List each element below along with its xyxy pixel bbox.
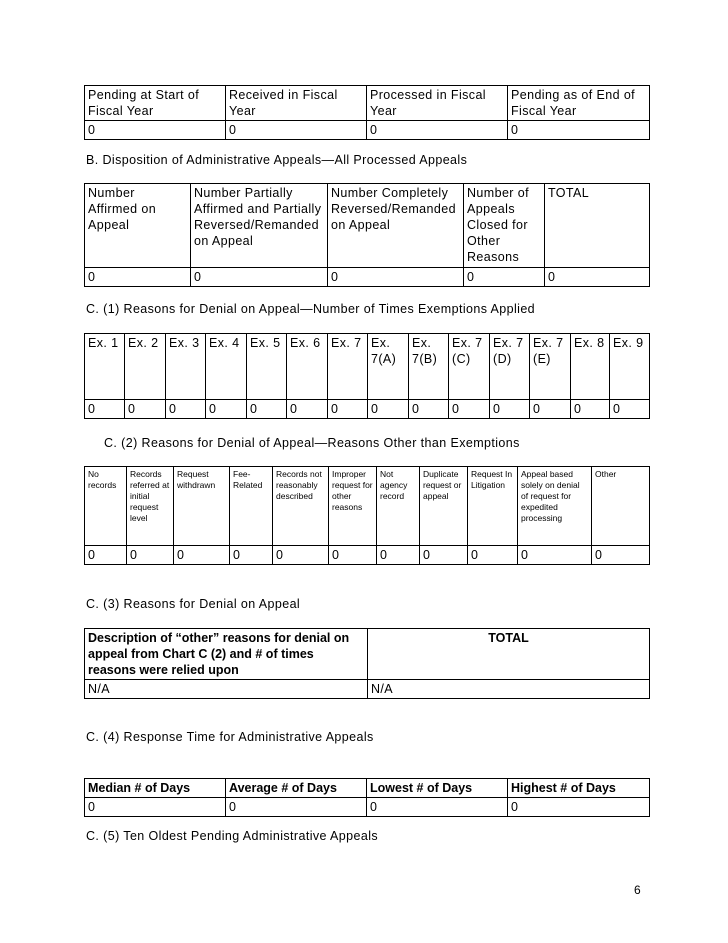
- disposition-table: [84, 183, 650, 287]
- header-cell: Number of Appeals Closed for Other Reasons: [464, 184, 545, 268]
- value-cell: 0: [367, 798, 508, 817]
- page-number: 6: [634, 883, 641, 897]
- value-cell: 0: [368, 400, 409, 419]
- header-cell: TOTAL: [545, 184, 650, 268]
- value-cell: 0: [329, 546, 377, 565]
- value-cell: 0: [125, 400, 166, 419]
- header-cell-description: Description of “other” reasons for denial on appeal from Chart C (2) and # of times reasons were relied upon: [85, 629, 368, 680]
- header-cell: Ex. 7(B): [409, 334, 449, 400]
- header-cell: Ex. 7 (C): [449, 334, 490, 400]
- section-c4-title: C. (4) Response Time for Administrative Appeals: [86, 730, 374, 744]
- value-cell: 0: [226, 121, 367, 140]
- value-cell: 0: [508, 121, 650, 140]
- header-cell: Pending at Start of Fiscal Year: [85, 86, 226, 121]
- header-cell: Median # of Days: [85, 779, 226, 798]
- value-cell: 0: [247, 400, 287, 419]
- header-cell: Ex. 7(A): [368, 334, 409, 400]
- header-cell: Number Affirmed on Appeal: [85, 184, 191, 268]
- value-cell: 0: [449, 400, 490, 419]
- header-cell: Lowest # of Days: [367, 779, 508, 798]
- table-header-row: [85, 334, 650, 400]
- value-cell: 0: [85, 121, 226, 140]
- value-cell: N/A: [368, 680, 650, 699]
- exemptions-table: [84, 333, 650, 419]
- header-cell: Not agency record: [377, 467, 420, 546]
- table-row: [85, 798, 650, 817]
- value-cell: 0: [545, 268, 650, 287]
- value-cell: 0: [571, 400, 610, 419]
- value-cell: 0: [85, 268, 191, 287]
- value-cell: 0: [206, 400, 247, 419]
- table-row: [85, 121, 650, 140]
- value-cell: 0: [508, 798, 650, 817]
- table-row: [85, 546, 650, 565]
- other-reasons-table: [84, 466, 650, 565]
- value-cell: N/A: [85, 680, 368, 699]
- header-cell: Received in Fiscal Year: [226, 86, 367, 121]
- header-cell: Ex. 7 (E): [530, 334, 571, 400]
- section-c5-title: C. (5) Ten Oldest Pending Administrative Appeals: [86, 829, 379, 843]
- header-cell: Average # of Days: [226, 779, 367, 798]
- header-cell-total: TOTAL: [368, 629, 650, 680]
- value-cell: 0: [85, 798, 226, 817]
- table-row: [85, 400, 650, 419]
- value-cell: 0: [127, 546, 174, 565]
- header-cell: Appeal based solely on denial of request for expedited processing: [518, 467, 592, 546]
- value-cell: 0: [420, 546, 468, 565]
- header-cell: Ex. 5: [247, 334, 287, 400]
- section-c1-title: C. (1) Reasons for Denial on Appeal—Number of Times Exemptions Applied: [86, 302, 536, 316]
- header-cell: Request withdrawn: [174, 467, 230, 546]
- value-cell: 0: [367, 121, 508, 140]
- header-cell: Number Completely Reversed/Remanded on Appeal: [328, 184, 464, 268]
- header-cell: Records not reasonably described: [273, 467, 329, 546]
- header-cell: Other: [592, 467, 650, 546]
- table-header-row: [85, 467, 650, 546]
- value-cell: 0: [230, 546, 273, 565]
- header-cell: Ex. 9: [610, 334, 650, 400]
- section-c3-title: C. (3) Reasons for Denial on Appeal: [86, 597, 301, 611]
- table-header-row: [85, 779, 650, 798]
- header-cell: Improper request for other reasons: [329, 467, 377, 546]
- value-cell: 0: [530, 400, 571, 419]
- header-cell: Ex. 2: [125, 334, 166, 400]
- header-cell: Highest # of Days: [508, 779, 650, 798]
- header-cell: Number Partially Affirmed and Partially Reversed/Remanded on Appeal: [191, 184, 328, 268]
- header-cell: Processed in Fiscal Year: [367, 86, 508, 121]
- denial-reasons-table: [84, 628, 650, 699]
- value-cell: 0: [518, 546, 592, 565]
- header-cell: Ex. 6: [287, 334, 328, 400]
- header-cell: Ex. 7 (D): [490, 334, 530, 400]
- value-cell: 0: [85, 546, 127, 565]
- value-cell: 0: [592, 546, 650, 565]
- header-cell: Records referred at initial request level: [127, 467, 174, 546]
- value-cell: 0: [191, 268, 328, 287]
- value-cell: 0: [464, 268, 545, 287]
- value-cell: 0: [409, 400, 449, 419]
- value-cell: 0: [610, 400, 650, 419]
- value-cell: 0: [85, 400, 125, 419]
- appeals-summary-table: [84, 85, 650, 140]
- header-cell: Ex. 4: [206, 334, 247, 400]
- header-cell: Ex. 7: [328, 334, 368, 400]
- header-cell: Ex. 1: [85, 334, 125, 400]
- header-cell: Ex. 8: [571, 334, 610, 400]
- value-cell: 0: [468, 546, 518, 565]
- table-header-row: [85, 184, 650, 268]
- header-cell: Ex. 3: [166, 334, 206, 400]
- header-cell: Fee-Related: [230, 467, 273, 546]
- header-cell: No records: [85, 467, 127, 546]
- value-cell: 0: [287, 400, 328, 419]
- value-cell: 0: [273, 546, 329, 565]
- value-cell: 0: [174, 546, 230, 565]
- response-time-table: [84, 778, 650, 817]
- value-cell: 0: [226, 798, 367, 817]
- header-cell: Pending as of End of Fiscal Year: [508, 86, 650, 121]
- section-c2-title: C. (2) Reasons for Denial of Appeal—Reasons Other than Exemptions: [104, 436, 520, 450]
- value-cell: 0: [490, 400, 530, 419]
- section-b-title: B. Disposition of Administrative Appeals—All Processed Appeals: [86, 153, 468, 167]
- value-cell: 0: [166, 400, 206, 419]
- table-row: [85, 268, 650, 287]
- value-cell: 0: [377, 546, 420, 565]
- value-cell: 0: [328, 400, 368, 419]
- table-header-row: [85, 86, 650, 121]
- table-row: [85, 680, 650, 699]
- header-cell: Duplicate request or appeal: [420, 467, 468, 546]
- header-cell: Request In Litigation: [468, 467, 518, 546]
- table-header-row: [85, 629, 650, 680]
- value-cell: 0: [328, 268, 464, 287]
